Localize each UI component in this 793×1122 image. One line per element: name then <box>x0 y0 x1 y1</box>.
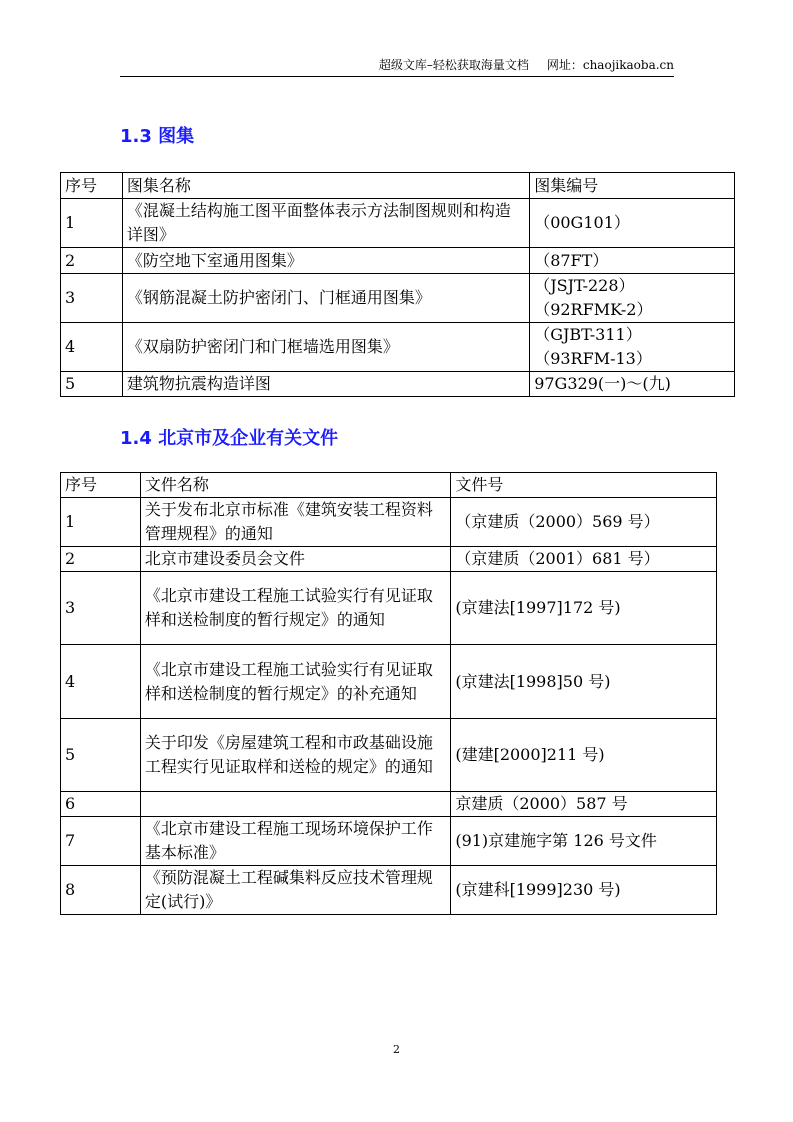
table-cell: （JSJT-228） （92RFMK-2） <box>530 274 735 323</box>
table-row <box>61 572 717 645</box>
column-header: 图集编号 <box>530 173 735 199</box>
table-cell: 《混凝土结构施工图平面整体表示方法制图规则和构造详图》 <box>122 199 529 248</box>
table-cell: 4 <box>61 323 123 372</box>
table-cell: 5 <box>61 372 123 397</box>
page-header <box>120 56 674 77</box>
table-cell: (京建法[1997]172 号) <box>451 572 717 645</box>
table-cell: 《钢筋混凝土防护密闭门、门框通用图集》 <box>122 274 529 323</box>
table-cell: (91)京建施字第 126 号文件 <box>451 817 717 866</box>
column-header: 文件名称 <box>140 473 450 498</box>
table-cell: 3 <box>61 572 141 645</box>
column-header: 序号 <box>61 473 141 498</box>
table-row <box>61 372 735 397</box>
table-cell: 《北京市建设工程施工试验实行有见证取样和送检制度的暂行规定》的补充通知 <box>140 645 450 719</box>
table-cell: （京建质（2000）569 号） <box>451 498 717 547</box>
table-row <box>61 792 717 817</box>
section-heading-1-3: 1.3 图集 <box>120 126 195 147</box>
table-row <box>61 199 735 248</box>
table-cell: 《双扇防护密闭门和门框墙选用图集》 <box>122 323 529 372</box>
table-row <box>61 817 717 866</box>
table-cell: （GJBT-311） （93RFM-13） <box>530 323 735 372</box>
table-cell <box>140 792 450 817</box>
table-row <box>61 719 717 792</box>
table-cell: 3 <box>61 274 123 323</box>
table-cell: 1 <box>61 199 123 248</box>
documents-table <box>60 472 717 915</box>
table-cell: 京建质（2000）587 号 <box>451 792 717 817</box>
table-cell: 建筑物抗震构造详图 <box>122 372 529 397</box>
table-row <box>61 547 717 572</box>
table-cell: 《防空地下室通用图集》 <box>122 248 529 274</box>
table-cell: 7 <box>61 817 141 866</box>
column-header: 序号 <box>61 173 123 199</box>
column-header: 文件号 <box>451 473 717 498</box>
table-cell: 1 <box>61 498 141 547</box>
table-cell: 关于发布北京市标准《建筑安装工程资料管理规程》的通知 <box>140 498 450 547</box>
header-slogan: 超级文库–轻松获取海量文档 <box>378 58 529 72</box>
table-cell: (京建科[1999]230 号) <box>451 866 717 915</box>
table-cell: （87FT） <box>530 248 735 274</box>
table-cell: 《北京市建设工程施工试验实行有见证取样和送检制度的暂行规定》的通知 <box>140 572 450 645</box>
table-cell: 北京市建设委员会文件 <box>140 547 450 572</box>
table-cell: （00G101） <box>530 199 735 248</box>
atlas-table <box>60 172 735 397</box>
table-header-row <box>61 473 717 498</box>
table-cell: (建建[2000]211 号) <box>451 719 717 792</box>
table-row <box>61 248 735 274</box>
table-row <box>61 645 717 719</box>
table-cell: 2 <box>61 248 123 274</box>
table-row <box>61 274 735 323</box>
table-cell: 《预防混凝土工程碱集料反应技术管理规定(试行)》 <box>140 866 450 915</box>
table-cell: 4 <box>61 645 141 719</box>
table-cell: 2 <box>61 547 141 572</box>
page-number: 2 <box>393 1043 400 1056</box>
table-row <box>61 323 735 372</box>
table-cell: 关于印发《房屋建筑工程和市政基础设施工程实行见证取样和送检的规定》的通知 <box>140 719 450 792</box>
section-heading-1-4: 1.4 北京市及企业有关文件 <box>120 428 339 449</box>
table-cell: 5 <box>61 719 141 792</box>
table-cell: (京建法[1998]50 号) <box>451 645 717 719</box>
table-cell: 97G329(一)～(九) <box>530 372 735 397</box>
table-row <box>61 498 717 547</box>
header-url: 网址：chaojikaoba.cn <box>546 58 674 72</box>
table-cell: 6 <box>61 792 141 817</box>
table-row <box>61 866 717 915</box>
table-cell: 《北京市建设工程施工现场环境保护工作基本标准》 <box>140 817 450 866</box>
table-header-row <box>61 173 735 199</box>
table-cell: 8 <box>61 866 141 915</box>
table-cell: （京建质（2001）681 号） <box>451 547 717 572</box>
column-header: 图集名称 <box>122 173 529 199</box>
